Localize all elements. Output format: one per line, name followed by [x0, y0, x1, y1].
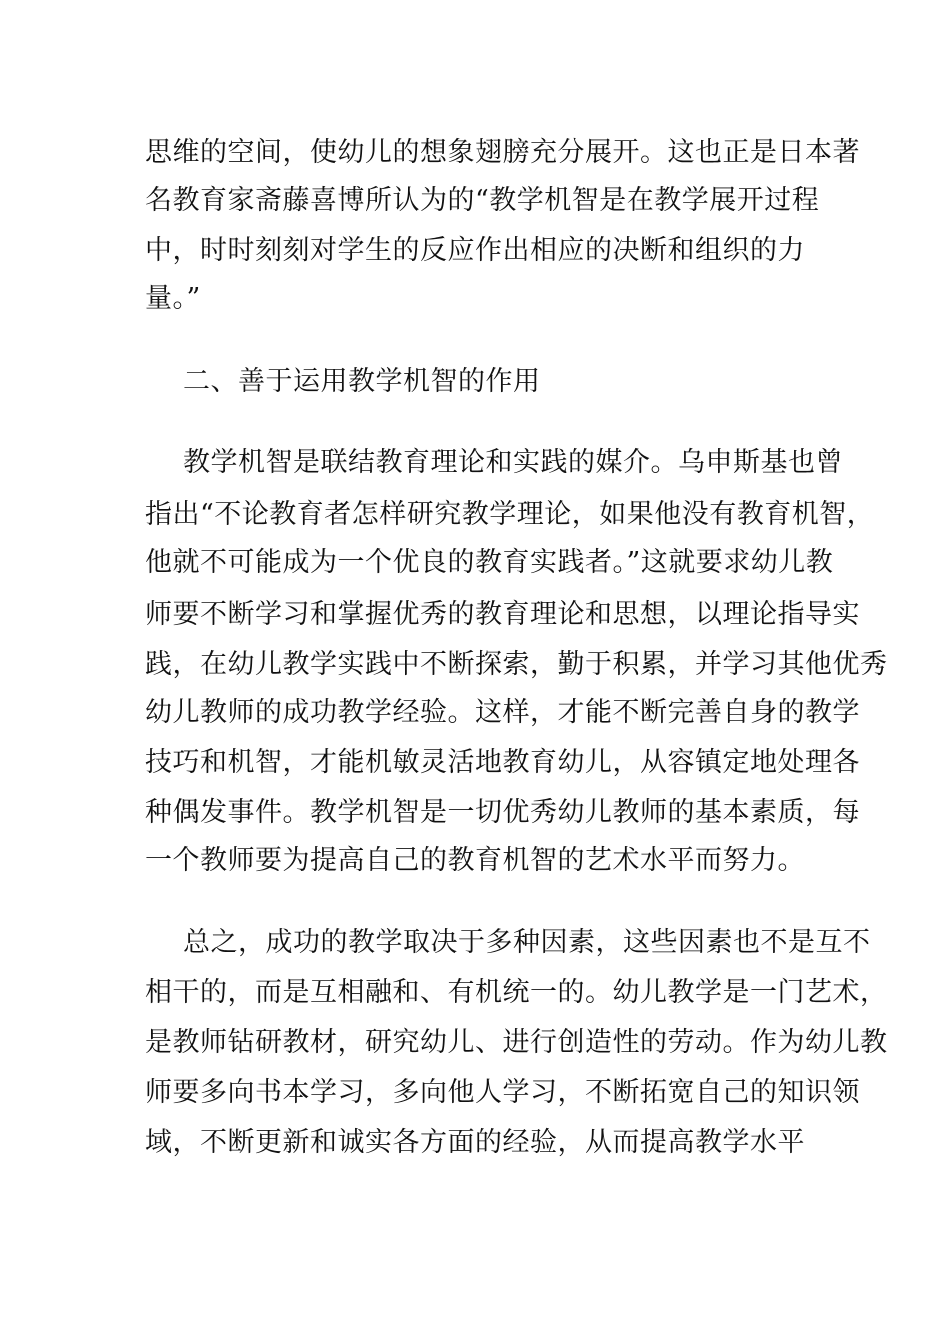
- paragraph-line: 师要多向书本学习，多向他人学习，不断拓宽自己的知识领: [145, 1077, 860, 1108]
- paragraph-line: 是教师钻研教材，研究幼儿、进行创造性的劳动。作为幼儿教: [145, 1027, 888, 1058]
- paragraph-line: 幼儿教师的成功教学经验。这样，才能不断完善自身的教学: [145, 697, 860, 728]
- section-heading: 二、善于运用教学机智的作用: [183, 366, 541, 397]
- paragraph-line: 种偶发事件。教学机智是一切优秀幼儿教师的基本素质，每: [145, 797, 860, 828]
- paragraph-line: 域，不断更新和诚实各方面的经验，从而提高教学水平: [145, 1127, 805, 1158]
- paragraph-line: 指出“不论教育者怎样研究教学理论，如果他没有教育机智，: [145, 499, 875, 530]
- paragraph-line: 量。”: [145, 283, 201, 314]
- paragraph-line: 践，在幼儿教学实践中不断探索，勤于积累，并学习其他优秀: [145, 649, 888, 680]
- paragraph-line: 技巧和机智，才能机敏灵活地教育幼儿，从容镇定地处理各: [145, 747, 860, 778]
- paragraph-line: 思维的空间，使幼儿的想象翅膀充分展开。这也正是日本著: [145, 137, 860, 168]
- paragraph-line: 一个教师要为提高自己的教育机智的艺术水平而努力。: [145, 845, 805, 876]
- paragraph-line: 总之，成功的教学取决于多种因素，这些因素也不是互不: [183, 927, 871, 958]
- paragraph-line: 师要不断学习和掌握优秀的教育理论和思想，以理论指导实: [145, 599, 860, 630]
- paragraph-line: 教学机智是联结教育理论和实践的媒介。乌申斯基也曾: [183, 447, 843, 478]
- paragraph-line: 名教育家斋藤喜博所认为的“教学机智是在教学展开过程: [145, 185, 820, 216]
- paragraph-line: 他就不可能成为一个优良的教育实践者。”这就要求幼儿教: [145, 547, 834, 578]
- paragraph-line: 中，时时刻刻对学生的反应作出相应的决断和组织的力: [145, 235, 805, 266]
- paragraph-line: 相干的，而是互相融和、有机统一的。幼儿教学是一门艺术，: [145, 977, 888, 1008]
